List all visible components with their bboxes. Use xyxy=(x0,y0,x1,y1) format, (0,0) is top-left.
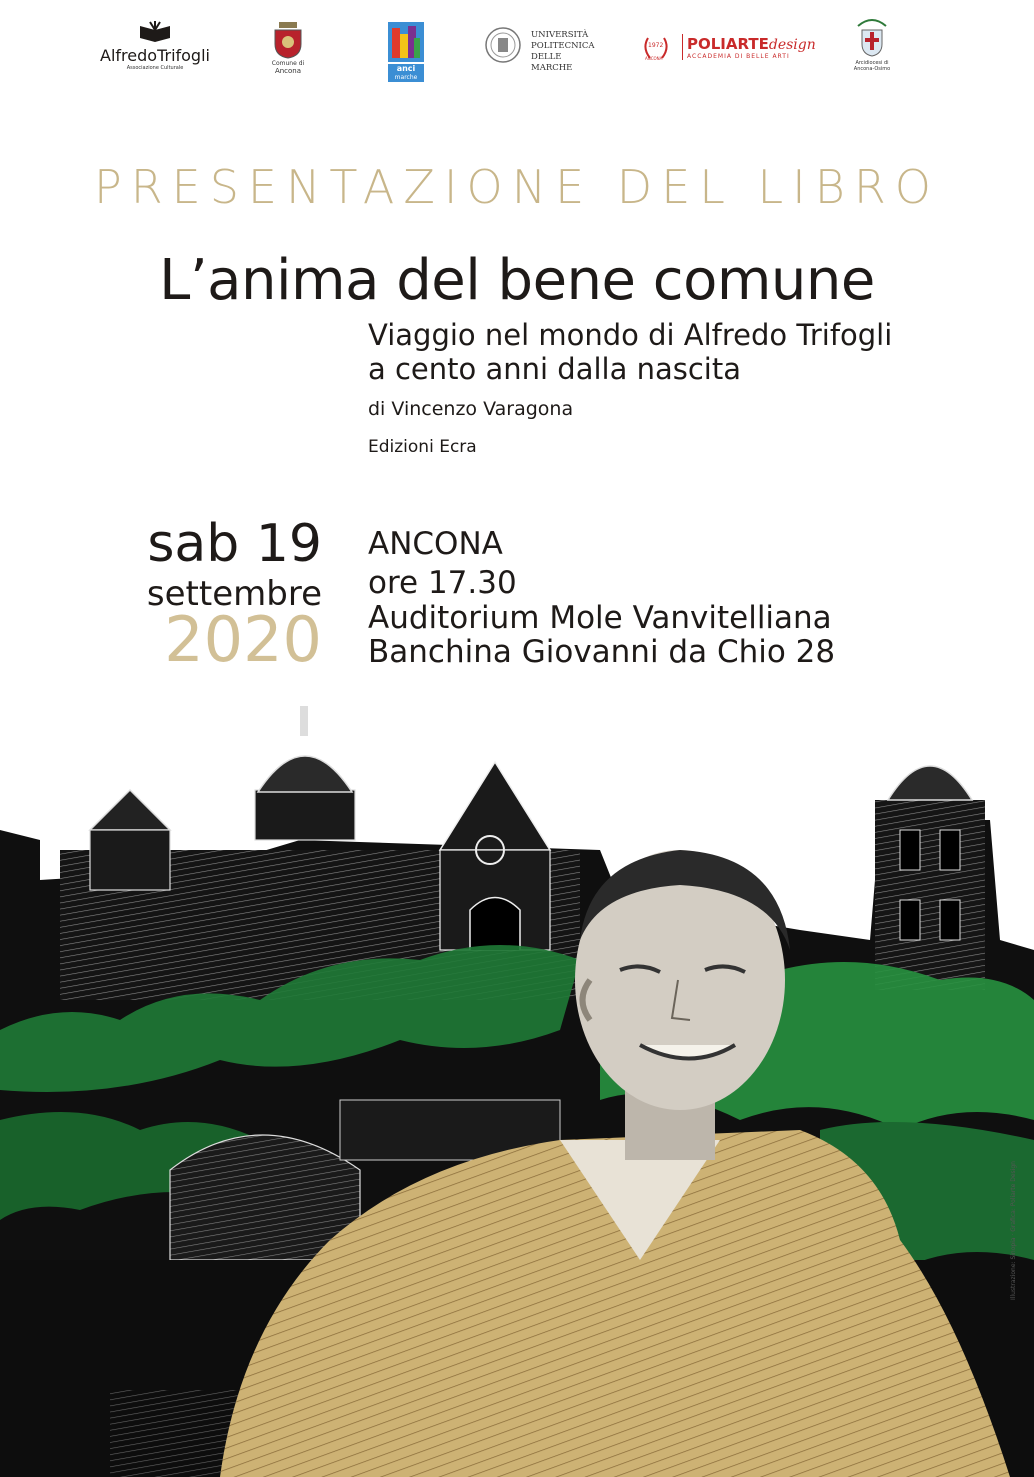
logo-univpm-line2: POLITECNICA xyxy=(531,41,595,51)
event-day: sab 19 xyxy=(147,514,322,574)
bishop-crest-icon xyxy=(854,18,890,60)
logo-poliarte-city: ANCONA xyxy=(645,56,663,61)
book-author: di Vincenzo Varagona xyxy=(368,398,574,420)
logo-comune-line1: Comune di xyxy=(271,60,305,67)
bell-tower-drawing xyxy=(875,766,985,990)
logo-arcidiocesi xyxy=(846,18,898,72)
event-city: ANCONA xyxy=(368,526,503,562)
presentation-heading: PRESENTAZIONE DEL LIBRO xyxy=(93,160,941,214)
logo-anci-text xyxy=(388,64,424,82)
book-subtitle-line1: Viaggio nel mondo di Alfredo Trifogli xyxy=(368,318,893,352)
book-subtitle-line2: a cento anni dalla nascita xyxy=(368,352,741,386)
illustration-ancona-trifogli xyxy=(0,700,1034,1477)
logo-univpm-line3: DELLE MARCHE xyxy=(531,52,573,73)
event-month: settembre xyxy=(146,574,322,614)
logo-poliarte-name: POLIARTE xyxy=(687,35,769,53)
book-icon xyxy=(138,20,172,44)
event-time: ore 17.30 xyxy=(368,565,517,601)
event-year: 2020 xyxy=(164,603,322,676)
university-seal-icon xyxy=(484,26,522,64)
event-address: Banchina Giovanni da Chio 28 xyxy=(368,634,836,670)
book-publisher: Edizioni Ecra xyxy=(368,437,477,457)
logo-comune-line2: Ancona xyxy=(274,67,302,75)
logo-trifogli-first: Alfredo xyxy=(100,46,158,65)
logo-univpm-line1: UNIVERSITÀ xyxy=(531,30,589,40)
logo-arcidiocesi-line1: Arcidiocesi di xyxy=(855,60,889,66)
logo-anci-marche xyxy=(388,22,424,80)
logo-trifogli-last: Trifogli xyxy=(157,46,210,65)
logo-anci-line2: marche xyxy=(394,74,418,81)
logo-poliarte-design: design xyxy=(768,37,816,53)
logo-arcidiocesi-line2: Ancona-Osimo xyxy=(853,66,891,72)
logo-poliarte-year: 1972 xyxy=(648,42,664,49)
logo-anci-line1: anci xyxy=(396,64,416,73)
logo-trifogli-sub: Associazione Culturale xyxy=(126,65,184,71)
book-title: L’anima del bene comune xyxy=(159,248,875,313)
event-venue: Auditorium Mole Vanvitelliana xyxy=(368,600,832,636)
logo-alfredo-trifogli xyxy=(100,20,210,71)
anci-icon xyxy=(388,22,424,62)
logo-poliarte xyxy=(642,34,816,64)
logo-comune-ancona xyxy=(266,20,310,75)
coat-of-arms-icon xyxy=(271,20,305,60)
illustration-credit: Illustrazione: Sinopia · Grafica: Poliarte Design xyxy=(1010,1161,1017,1300)
logo-poliarte-sub: ACCADEMIA DI BELLE ARTI xyxy=(687,53,790,60)
